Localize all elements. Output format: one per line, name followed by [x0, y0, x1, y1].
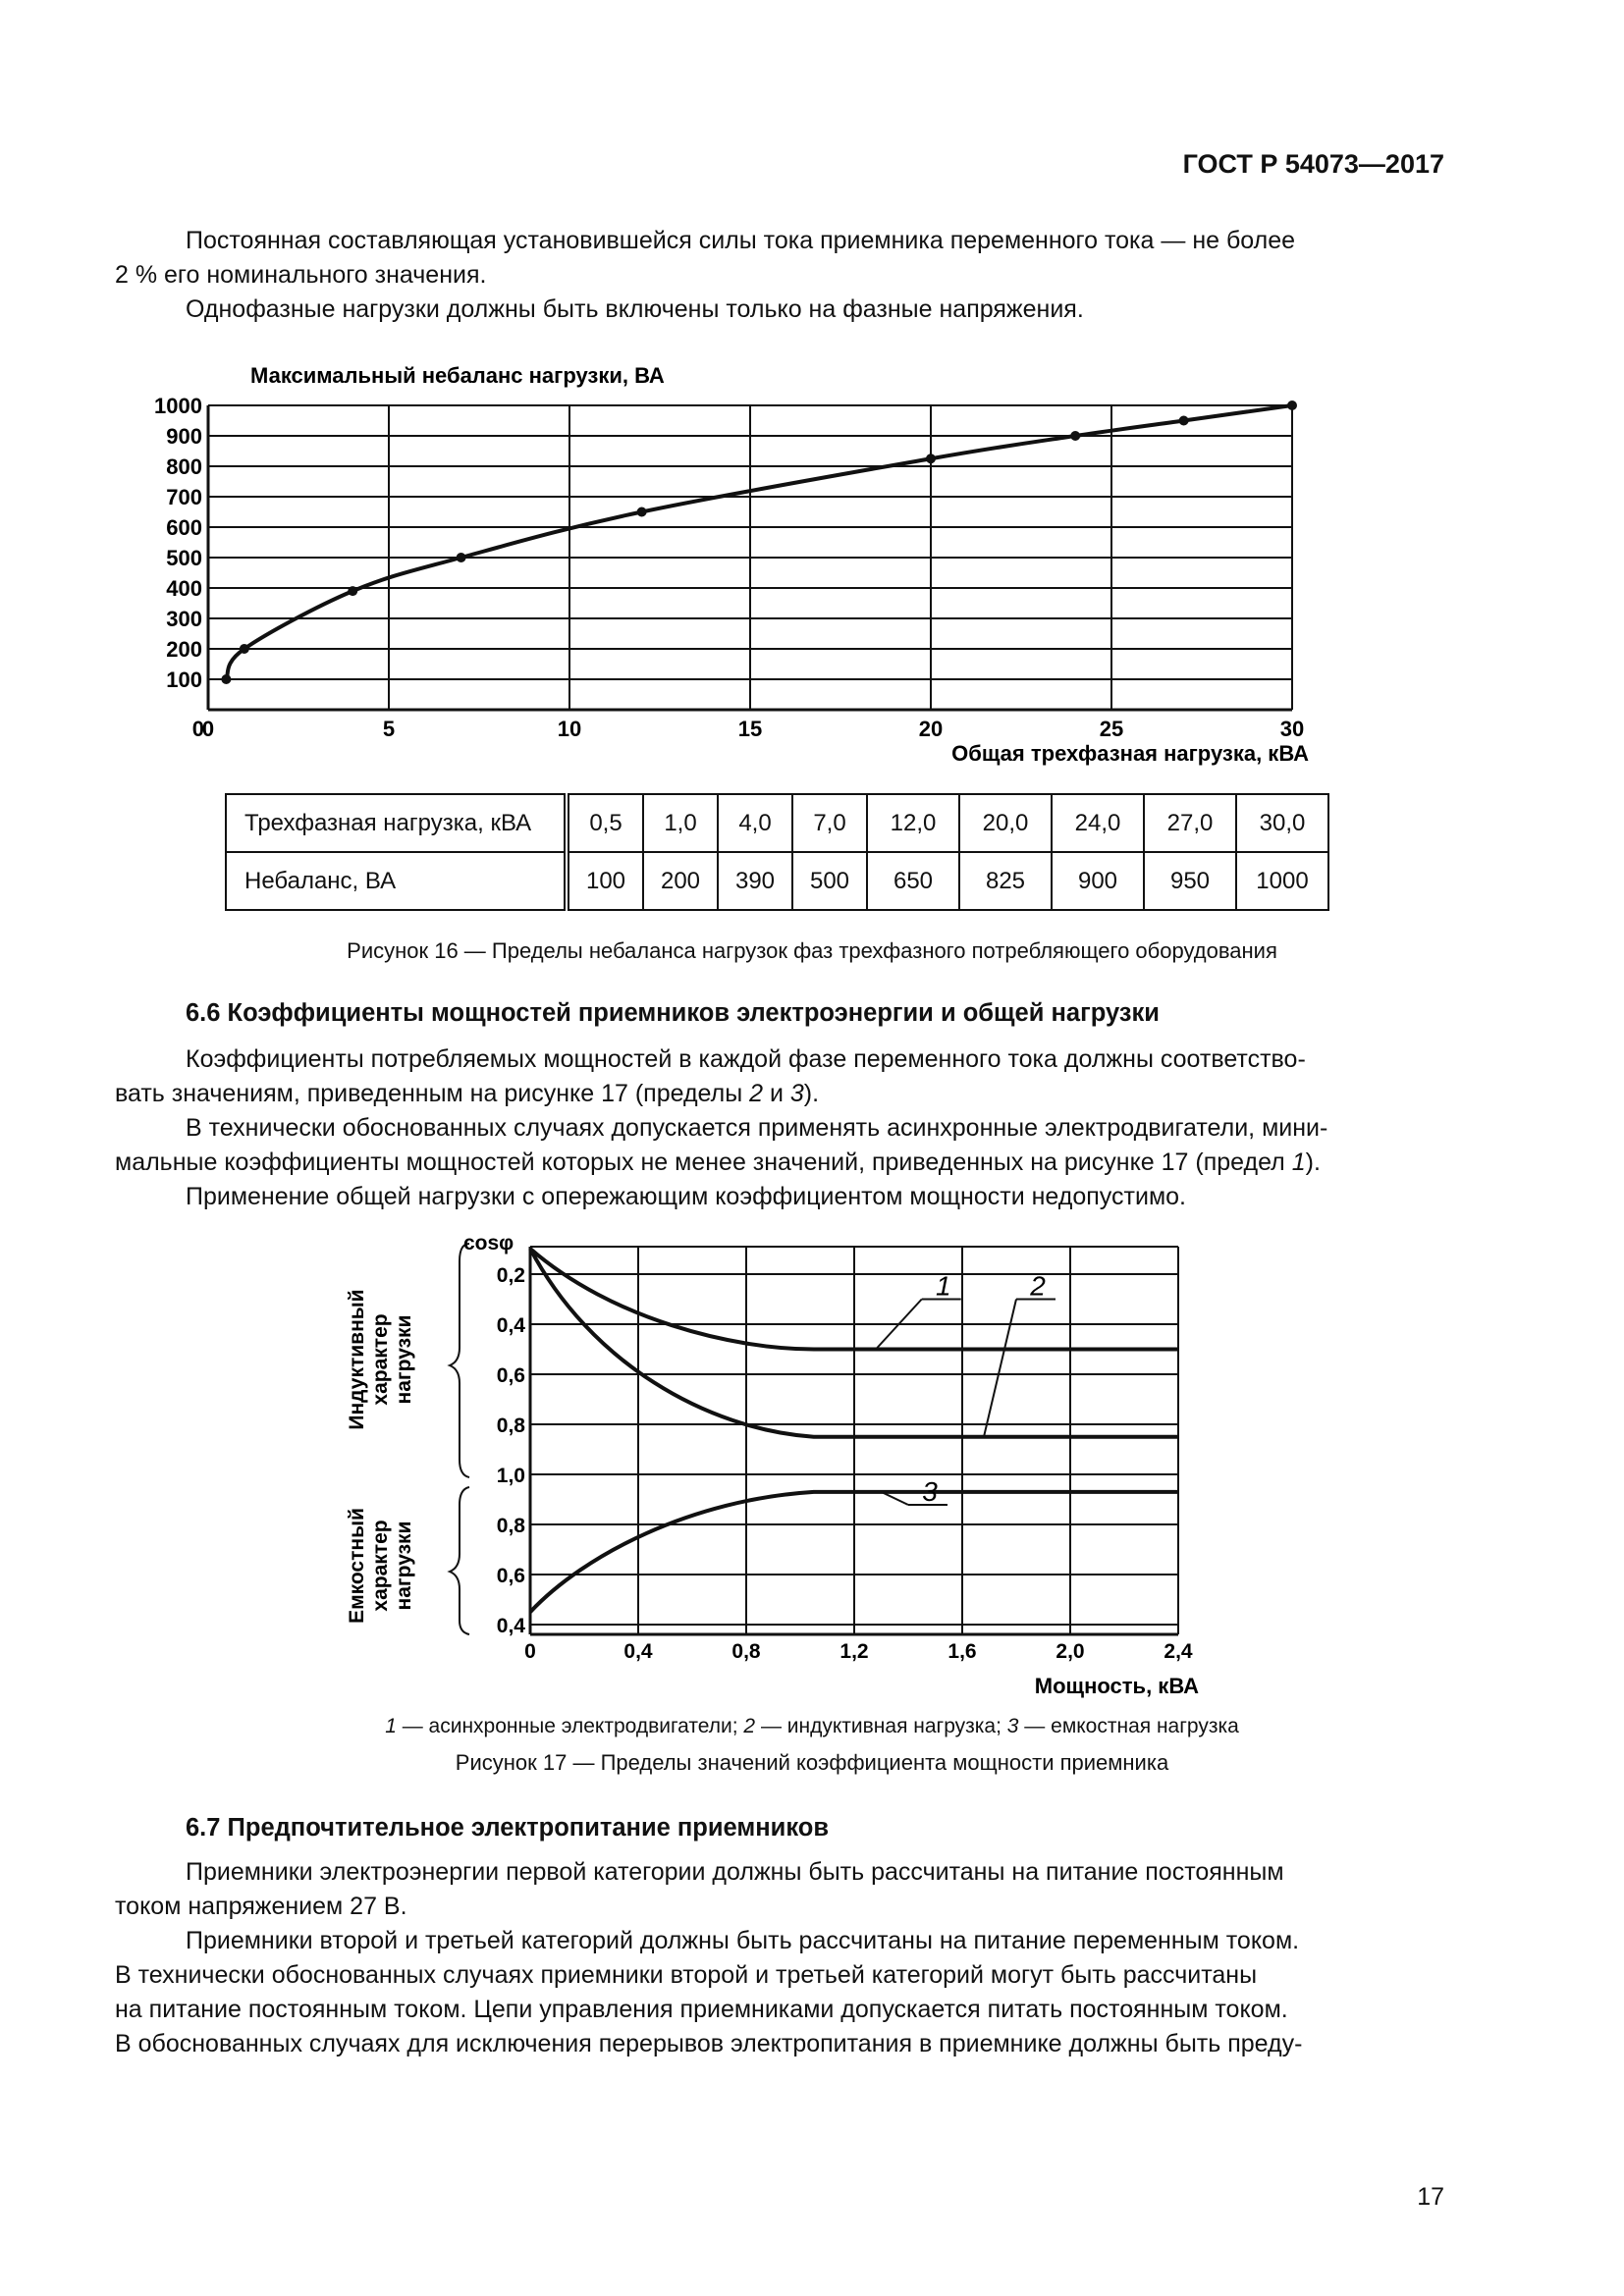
y-tick-label: 100 [166, 667, 202, 692]
y-axis-label: cosφ [463, 1232, 514, 1255]
data-point [221, 674, 231, 684]
table-cell: 200 [643, 852, 718, 910]
table-cell: 12,0 [867, 794, 959, 852]
limit-number: 1 [1291, 1148, 1306, 1176]
x-tick-label: 15 [737, 717, 763, 741]
y-tick-label: 800 [166, 454, 202, 479]
table-row [226, 794, 1328, 852]
x-tick-label: 1,2 [839, 1640, 869, 1663]
document-id: ГОСТ Р 54073—2017 [1182, 149, 1444, 179]
table-cell: 390 [718, 852, 792, 910]
group-label-line: нагрузки [393, 1521, 415, 1611]
x-tick-label: 5 [382, 717, 396, 741]
y-tick-label: 1,0 [496, 1465, 525, 1487]
y-tick-label: 300 [166, 607, 202, 631]
text: и [763, 1080, 790, 1107]
legend-text: — индуктивная нагрузка; [755, 1715, 1007, 1737]
table-cell: 1000 [1236, 852, 1328, 910]
paragraph-line: током напряжением 27 В. [115, 1893, 407, 1920]
table-cell: 7,0 [792, 794, 867, 852]
table-cell: 825 [959, 852, 1052, 910]
table-cell: 4,0 [718, 794, 792, 852]
x-tick-label: 0,8 [731, 1640, 761, 1663]
data-point [637, 507, 647, 517]
group-label-line: нагрузки [393, 1314, 415, 1405]
group-brackets [450, 1244, 469, 1634]
table-cell: 100 [567, 852, 643, 910]
x-tick-label: 2,4 [1164, 1640, 1193, 1663]
paragraph-line: В обоснованных случаях для исключения перерывов электропитания в приемнике должны быть преду- [115, 2030, 1303, 2057]
x-tick-label: 0 [524, 1640, 536, 1663]
section-6-6-paragraph-1 [115, 1042, 1444, 1111]
table-cell: 500 [792, 852, 867, 910]
leader-line [984, 1300, 1016, 1437]
series-label: 1 [935, 1270, 951, 1302]
table-row [226, 852, 1328, 910]
chart-series [221, 400, 1297, 684]
y-tick-label: 400 [166, 576, 202, 601]
y-tick-label: 0,8 [496, 1515, 525, 1537]
x-tick-label: 30 [1279, 717, 1305, 741]
group-label-line: Емкостный [346, 1508, 368, 1624]
x-axis-label: Мощность, кВА [1034, 1674, 1199, 1698]
section-6-6-paragraph-2 [115, 1111, 1444, 1180]
table-cell: 1,0 [643, 794, 718, 852]
section-6-6-title: 6.6 Коэффициенты мощностей приемников электроэнергии и общей нагрузки [186, 999, 1160, 1027]
paragraph-line: Приемники второй и третьей категорий должны быть рассчитаны на питание переменным током. [186, 1927, 1300, 1954]
series-label: 3 [922, 1476, 938, 1507]
row-label: Трехфазная нагрузка, кВА [226, 794, 567, 852]
figure17-legend [0, 1715, 1624, 1738]
figure17-chart [0, 1222, 1624, 1703]
y-tick-label: 600 [166, 515, 202, 540]
chart-grid [497, 1247, 1193, 1663]
group-label-inductive [346, 1289, 415, 1429]
y-tick-label: 700 [166, 485, 202, 509]
table-cell: 20,0 [959, 794, 1052, 852]
paragraph-line: В технически обоснованных случаях приемники второй и третьей категорий могут быть рассчитаны [115, 1961, 1258, 1989]
paragraph-line: 2 % его номинального значения. [115, 261, 487, 289]
paragraph-dc-component [115, 224, 1444, 293]
y-axis-label: Максимальный небаланс нагрузки, ВА [250, 363, 665, 388]
imbalance-table [225, 793, 1329, 911]
y-tick-label: 0,4 [496, 1615, 525, 1637]
table-cell: 30,0 [1236, 794, 1328, 852]
table-cell: 650 [867, 852, 959, 910]
section-6-7-title: 6.7 Предпочтительное электропитание приемников [186, 1814, 830, 1842]
group-label-capacitive [346, 1508, 415, 1624]
table-cell: 27,0 [1144, 794, 1236, 852]
data-point [926, 454, 936, 463]
section-6-7-paragraph-1 [115, 1855, 1444, 1924]
paragraph-line [115, 1146, 1444, 1180]
figure17-caption: Рисунок 17 — Пределы значений коэффициента мощности приемника [455, 1750, 1169, 1775]
y-tick-label: 1000 [154, 394, 202, 418]
series-label: 2 [1030, 1270, 1046, 1302]
legend-number: 2 [743, 1715, 756, 1737]
x-axis-label: Общая трехфазная нагрузка, кВА [951, 741, 1309, 766]
table-cell: 24,0 [1052, 794, 1144, 852]
page-number: 17 [1417, 2183, 1444, 2211]
paragraph-line [115, 1077, 1444, 1111]
paragraph-line: Коэффициенты потребляемых мощностей в каждой фазе переменного тока должны соответство- [186, 1045, 1306, 1073]
y-tick-label: 200 [166, 637, 202, 662]
x-tick-label: 0,4 [623, 1640, 653, 1663]
legend-number: 3 [1006, 1715, 1019, 1737]
x-tick-label: 25 [1099, 717, 1124, 741]
chart-grid [154, 394, 1304, 741]
text: вать значениям, приведенным на рисунке 17 (пределы [115, 1080, 750, 1107]
figure16-chart [0, 353, 1624, 766]
data-point [1287, 400, 1297, 410]
paragraph-single-phase: Однофазные нагрузки должны быть включены только на фазные напряжения. [186, 295, 1084, 323]
paragraph-line: на питание постоянным током. Цепи управления приемниками допускается питать постоянным током. [115, 1996, 1288, 2023]
y-tick-label: 0,2 [496, 1264, 525, 1287]
legend-text: — асинхронные электродвигатели; [396, 1715, 744, 1737]
data-point [1179, 416, 1189, 426]
section-6-7-paragraph-2 [115, 1924, 1444, 2061]
origin-label: 0 [191, 717, 204, 741]
y-tick-label: 0,6 [496, 1364, 525, 1387]
y-tick-label: 0,6 [496, 1565, 525, 1587]
x-tick-label: 20 [918, 717, 944, 741]
table-cell: 0,5 [567, 794, 643, 852]
text: мальные коэффициенты мощностей которых не менее значений, приведенных на рисунке 17 (предел [115, 1148, 1292, 1176]
figure16-caption: Рисунок 16 — Пределы небаланса нагрузок фаз трехфазного потребляющего оборудования [347, 938, 1277, 963]
paragraph-line: Постоянная составляющая установившейся силы тока приемника переменного тока — не более [186, 227, 1296, 254]
limit-number: 2 [749, 1080, 764, 1107]
y-tick-label: 0,4 [496, 1314, 525, 1337]
row-label: Небаланс, ВА [226, 852, 567, 910]
data-point [348, 586, 357, 596]
x-tick-label: 10 [557, 717, 582, 741]
data-point [457, 553, 466, 562]
x-tick-label: 0 [201, 717, 215, 741]
data-point [240, 644, 249, 654]
y-tick-label: 0,8 [496, 1415, 525, 1437]
y-tick-label: 900 [166, 424, 202, 449]
text: ). [1305, 1148, 1321, 1176]
text: ). [803, 1080, 820, 1107]
y-tick-label: 500 [166, 546, 202, 570]
x-tick-label: 1,6 [947, 1640, 977, 1663]
paragraph-line: Приемники электроэнергии первой категории должны быть рассчитаны на питание постоянным [186, 1858, 1284, 1886]
group-label-line: характер [369, 1520, 392, 1612]
data-point [1070, 431, 1080, 441]
bracket [450, 1244, 469, 1477]
limit-number: 3 [789, 1080, 804, 1107]
paragraph-line: В технически обоснованных случаях допускается применять асинхронные электродвигатели, мини- [186, 1114, 1328, 1142]
series-line [226, 405, 1292, 679]
group-label-line: характер [369, 1313, 392, 1406]
group-label-line: Индуктивный [346, 1289, 368, 1430]
legend-text: — емкостная нагрузка [1018, 1715, 1239, 1737]
section-6-6-paragraph-3: Применение общей нагрузки с опережающим коэффициентом мощности недопустимо. [186, 1183, 1186, 1210]
x-tick-label: 2,0 [1056, 1640, 1085, 1663]
table-cell: 950 [1144, 852, 1236, 910]
legend-number: 1 [385, 1715, 397, 1737]
bracket [450, 1487, 469, 1634]
table-cell: 900 [1052, 852, 1144, 910]
